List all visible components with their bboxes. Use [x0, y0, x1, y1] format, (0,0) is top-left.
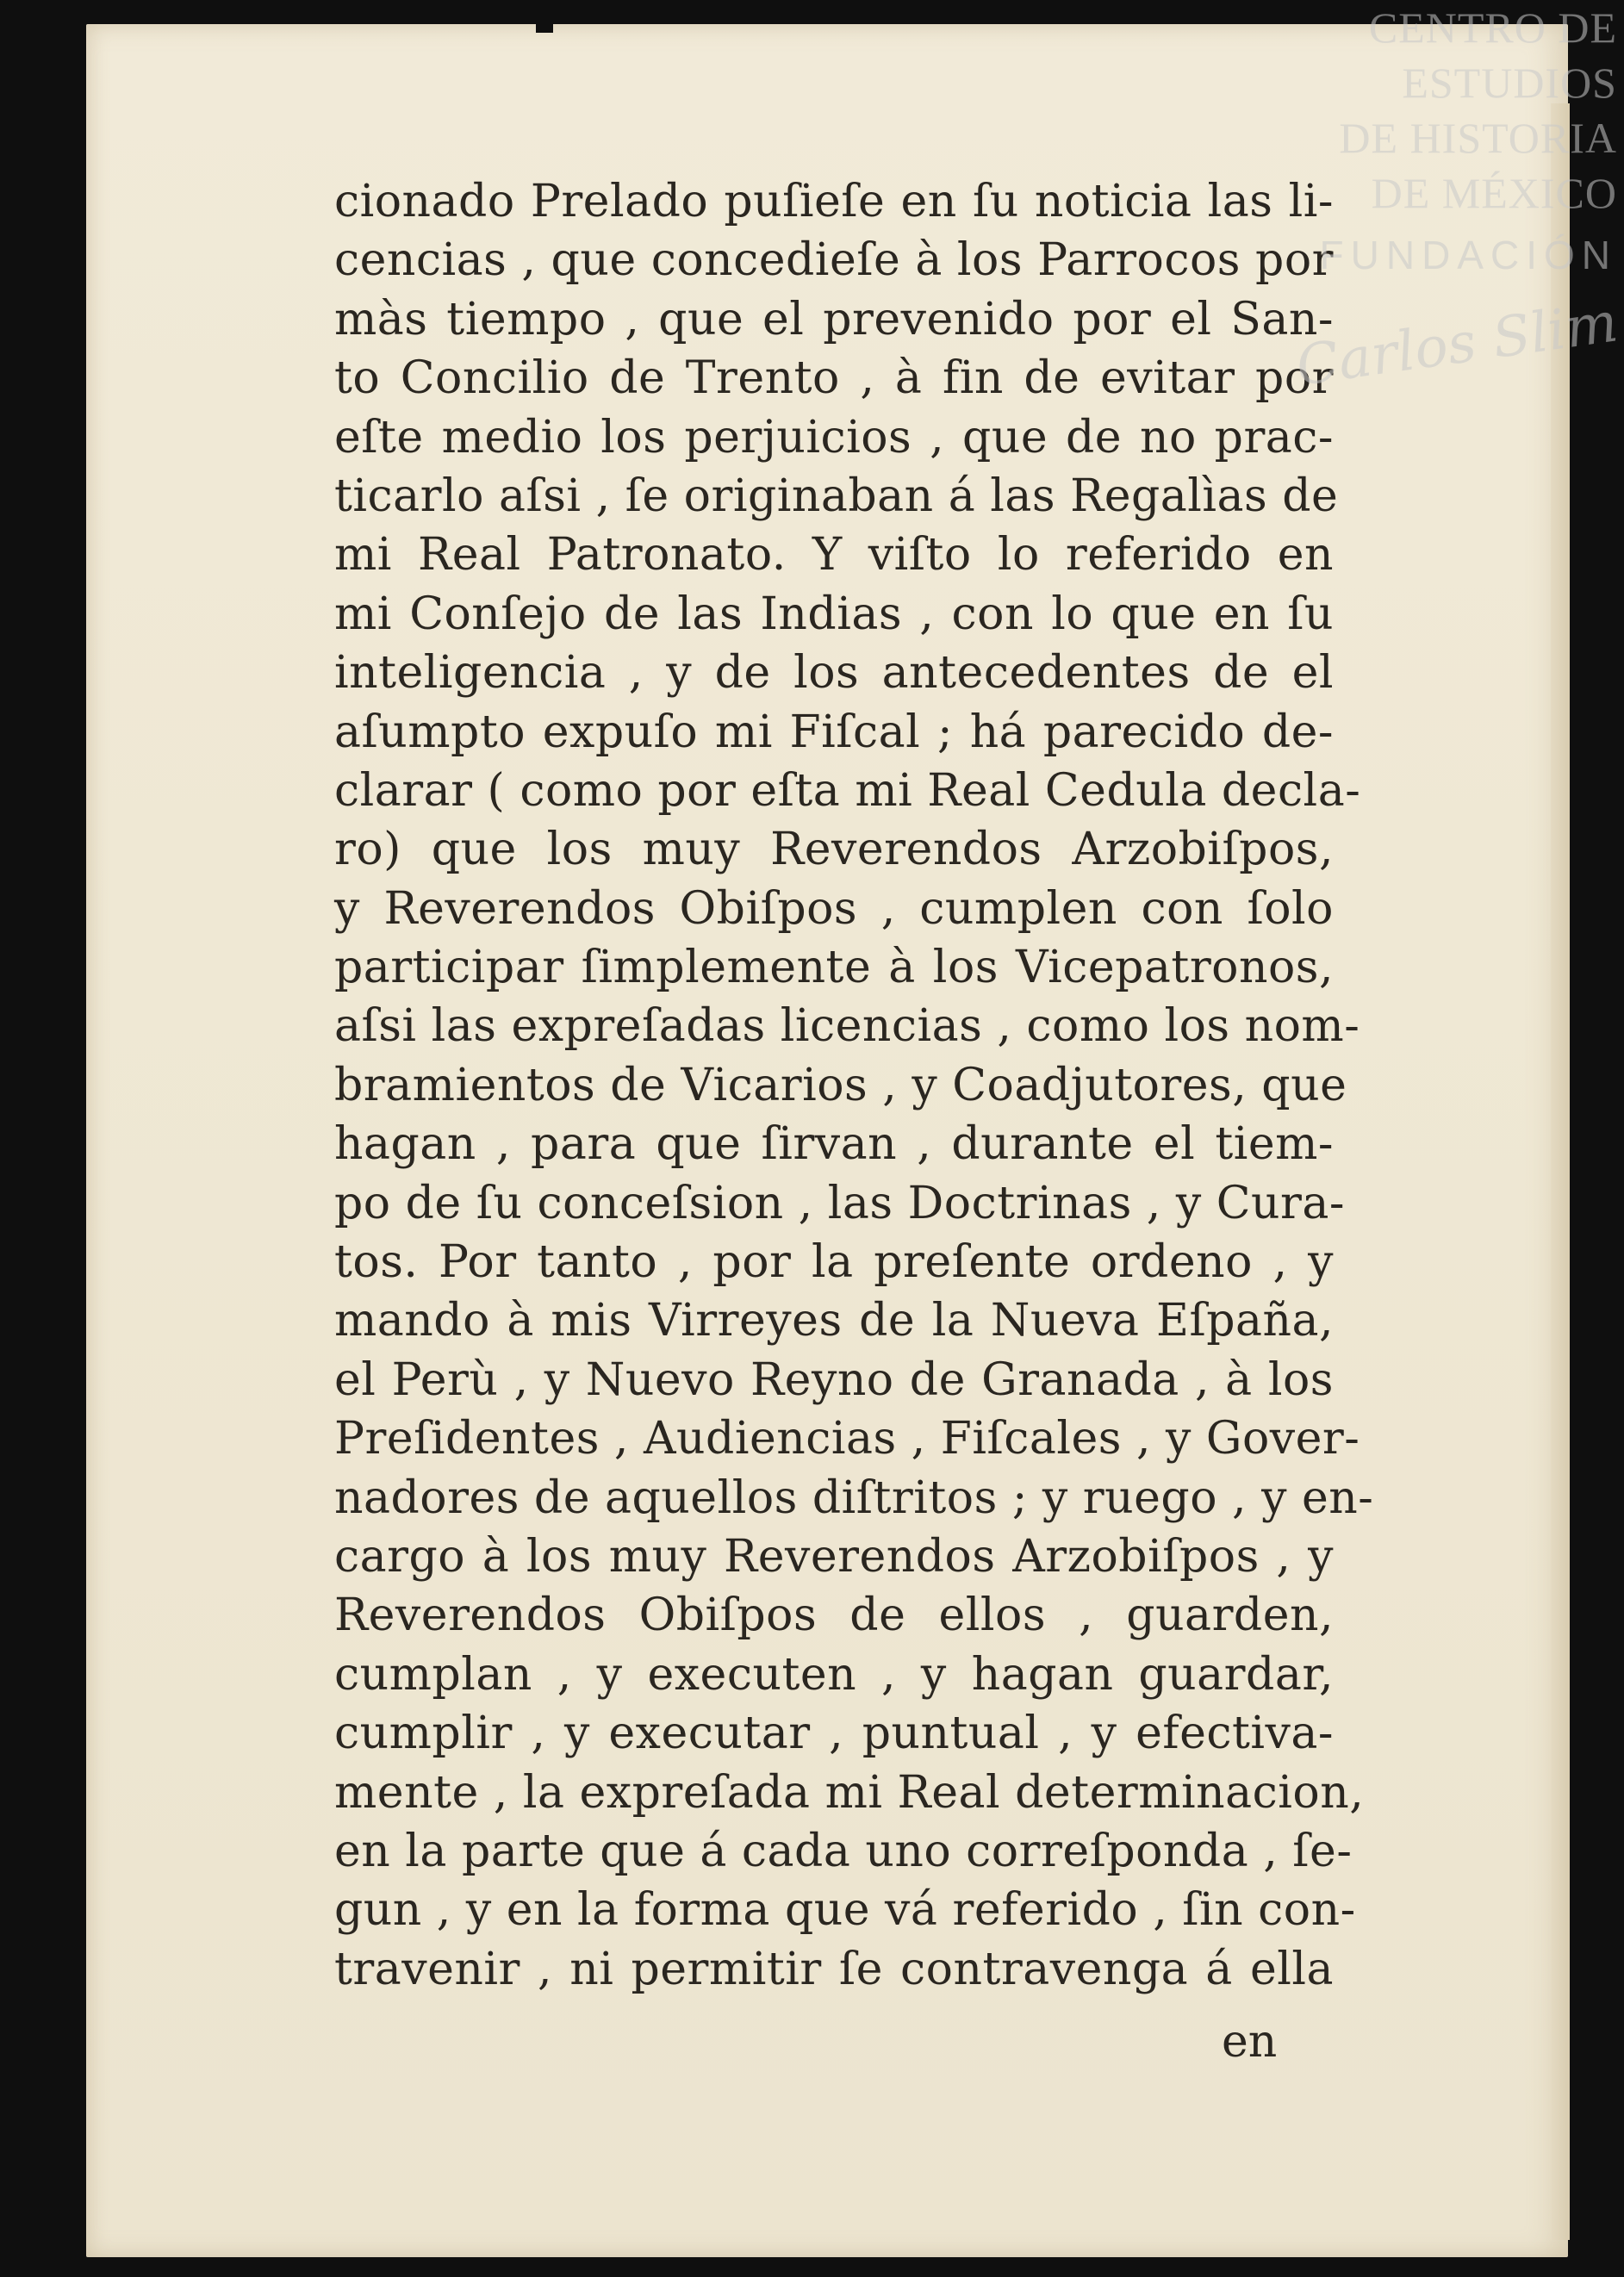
- document-body-text: [334, 172, 1374, 1999]
- paper-edge: [1551, 103, 1570, 2240]
- text-line: en la parte que á cada uno correſponda , ſe-: [334, 1825, 1353, 1877]
- text-line: po de ſu conceſsion , las Doctrinas , y Cura-: [334, 1177, 1345, 1229]
- text-line: aſsi las expreſadas licencias , como los nom-: [334, 1000, 1360, 1053]
- text-line: inteligencia , y de los antecedentes de el: [334, 647, 1334, 700]
- text-line: cionado Prelado puſieſe en ſu noticia las li-: [334, 176, 1334, 227]
- watermark-line: ESTUDIOS: [1402, 59, 1617, 107]
- text-line: ticarlo aſsi , ſe originaban á las Regalìas de: [334, 470, 1339, 522]
- text-line: participar ſimplemente à los Vicepatronos,: [334, 942, 1334, 994]
- text-line: ro) que los muy Reverendos Arzobiſpos,: [334, 824, 1334, 876]
- watermark-line: DE HISTORIA: [1339, 114, 1617, 162]
- text-line: mi Real Patronato. Y viſto lo referido en: [334, 529, 1334, 582]
- text-line: gun , y en la forma que vá referido , ſin con-: [334, 1884, 1356, 1937]
- text-line: cumplir , y executar , puntual , y efectiva-: [334, 1708, 1334, 1760]
- text-line: nadores de aquellos diſtritos ; y ruego , y en-: [334, 1471, 1374, 1524]
- text-line: el Perù , y Nuevo Reyno de Granada , à los: [334, 1353, 1334, 1406]
- watermark-signature: Carlos Slim: [1292, 290, 1622, 399]
- text-line: cumplan , y executen , y hagan guardar,: [334, 1648, 1334, 1701]
- catchword: en: [1222, 2016, 1278, 2068]
- paper-notch: [536, 14, 553, 33]
- text-line: mi Conſejo de las Indias , con lo que en ſu: [334, 588, 1334, 640]
- watermark-line: CENTRO DE: [1368, 3, 1617, 52]
- text-line: clarar ( como por eſta mi Real Cedula decla-: [334, 764, 1361, 817]
- watermark-line: DE MÉXICO: [1371, 169, 1617, 217]
- text-line: y Reverendos Obiſpos , cumplen con ſolo: [334, 882, 1334, 935]
- text-line: to Concilio de Trento , à fin de evitar por: [334, 352, 1334, 405]
- text-line: Preſidentes , Audiencias , Fiſcales , y Gover-: [334, 1413, 1360, 1465]
- text-line: cencias , que concedieſe à los Parrocos por: [334, 234, 1334, 287]
- text-line: tos. Por tanto , por la preſente ordeno , y: [334, 1236, 1334, 1289]
- text-line: mando à mis Virreyes de la Nueva Eſpaña,: [334, 1295, 1334, 1347]
- text-line: Reverendos Obiſpos de ellos , guarden,: [334, 1590, 1334, 1642]
- text-line: travenir , ni permitir ſe contravenga á ella: [334, 1943, 1334, 1995]
- text-line: màs tiempo , que el prevenido por el San-: [334, 293, 1334, 345]
- text-line: cargo à los muy Reverendos Arzobiſpos , y: [334, 1530, 1334, 1583]
- text-line: bramientos de Vicarios , y Coadjutores, que: [334, 1059, 1347, 1111]
- text-line: hagan , para que ſirvan , durante el tiem-: [334, 1118, 1334, 1171]
- text-line: mente , la expreſada mi Real determinacion,: [334, 1766, 1365, 1819]
- watermark-foundation: FUNDACIÓN: [1319, 233, 1617, 277]
- text-line: aſumpto expuſo mi Fiſcal ; há parecido de-: [334, 706, 1334, 758]
- text-line: eſte medio los perjuicios , que de no prac-: [334, 411, 1334, 463]
- archive-watermark: [1290, 0, 1624, 405]
